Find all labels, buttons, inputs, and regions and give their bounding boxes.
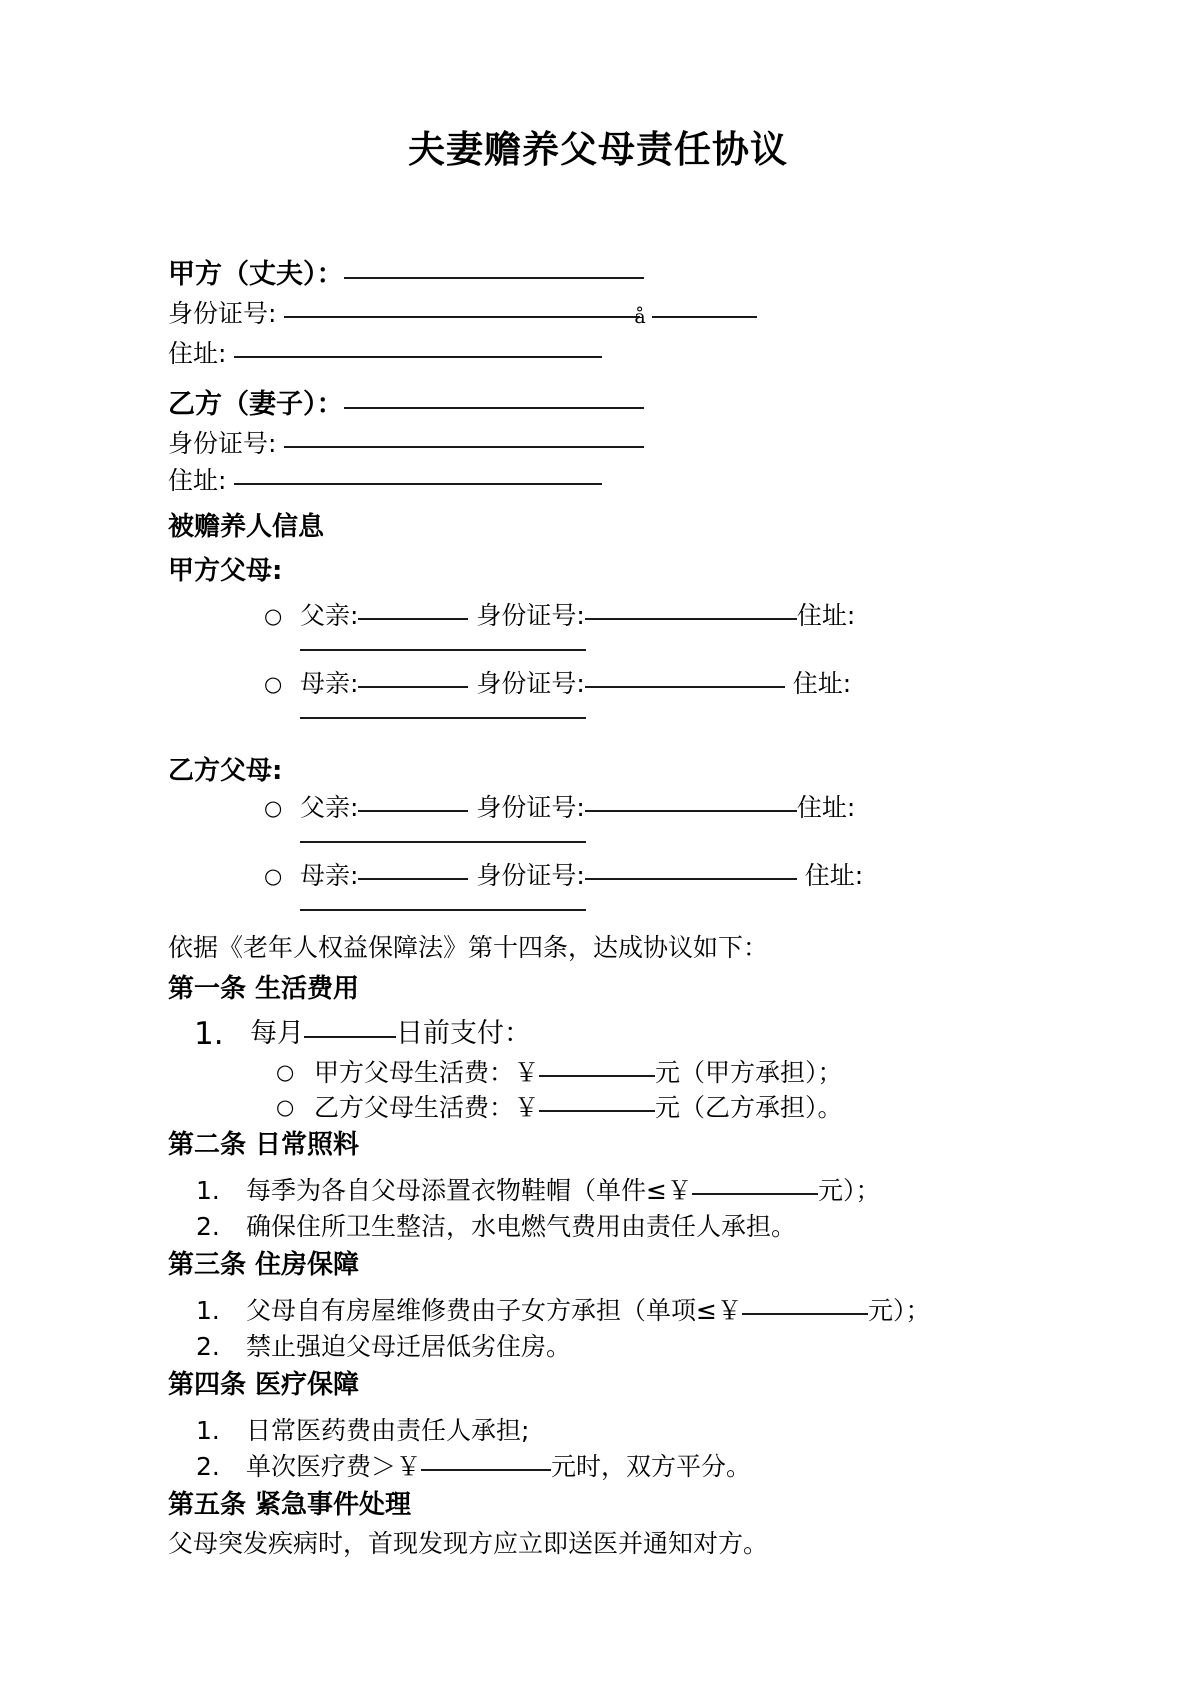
spacer xyxy=(168,735,1028,751)
item-number: 1. xyxy=(196,1296,220,1326)
medical-threshold-blank[interactable] xyxy=(421,1469,551,1471)
spacer xyxy=(168,1165,1028,1173)
article-4-item-1 xyxy=(168,1413,1028,1449)
article-4-item-2 xyxy=(168,1449,1028,1485)
father-label: 父亲: xyxy=(300,601,359,631)
article-2-heading: 第二条 日常照料 xyxy=(168,1130,360,1161)
spacer xyxy=(168,591,1028,599)
article-1-heading: 第一条 生活费用 xyxy=(168,974,360,1005)
spacer xyxy=(168,499,1028,507)
article-3-item-1 xyxy=(168,1293,1028,1329)
subitem-text-after: 元（乙方承担）。 xyxy=(655,1093,843,1123)
page-title: 夫妻赡养父母责任协议 xyxy=(408,128,788,171)
mother-address-blank[interactable] xyxy=(300,717,586,719)
id-label: 身份证号: xyxy=(476,601,585,631)
item-text-before: 每季为各自父母添置衣物鞋帽（单件≤￥ xyxy=(246,1176,692,1206)
subitem-text-before: 乙方父母生活费：￥ xyxy=(314,1093,540,1123)
mother-address-blank[interactable] xyxy=(300,909,586,911)
item-text-after: 日前支付： xyxy=(396,1018,531,1050)
article-2-item-2 xyxy=(168,1209,1028,1245)
supported-persons-heading: 被赡养人信息 xyxy=(168,512,325,543)
repair-cap-blank[interactable] xyxy=(742,1313,868,1315)
address-label: 住址: xyxy=(796,601,856,631)
circle-bullet-icon: ○ xyxy=(264,672,283,697)
article-5-body: 父母突发疾病时，首现发现方应立即送医并通知对方。 xyxy=(168,1529,769,1559)
parent-row-a-father xyxy=(168,599,1028,633)
party-a-parents-heading: 甲方父母: xyxy=(168,556,283,587)
parties-section xyxy=(168,254,1028,499)
article-5-heading: 第五条 紧急事件处理 xyxy=(168,1490,412,1521)
spacer xyxy=(168,1285,1028,1293)
circle-bullet-icon: ○ xyxy=(276,1060,295,1085)
circle-bullet-icon: ○ xyxy=(276,1095,295,1120)
item-text: 日常医药费由责任人承担; xyxy=(246,1416,530,1446)
item-text: 禁止强迫父母迁居低劣住房。 xyxy=(246,1332,572,1362)
item-text-before: 单次医疗费＞￥ xyxy=(246,1452,422,1482)
parent-row-b-father-address-cont xyxy=(168,825,1028,859)
party-b-id-row xyxy=(168,425,1028,462)
parent-row-b-mother-address-cont xyxy=(168,893,1028,927)
item-text: 确保住所卫生整洁，水电燃气费用由责任人承担。 xyxy=(246,1212,797,1242)
parent-row-a-mother xyxy=(168,667,1028,701)
item-text-after: 元）； xyxy=(867,1296,931,1326)
mother-id-blank[interactable] xyxy=(585,686,785,688)
article-2-item-1 xyxy=(168,1173,1028,1209)
circle-bullet-icon: ○ xyxy=(264,796,283,821)
subitem-text-before: 甲方父母生活费：￥ xyxy=(314,1058,540,1088)
party-a-id-blank-left[interactable] xyxy=(284,316,640,318)
document-content xyxy=(168,0,1028,1563)
item-number: 1. xyxy=(196,1416,220,1446)
id-label: 身份证号: xyxy=(476,669,585,699)
party-b-name-blank[interactable] xyxy=(344,407,644,409)
article-1-item-1 xyxy=(168,1013,1028,1055)
father-id-blank[interactable] xyxy=(585,810,797,812)
article-1-subitem-2 xyxy=(168,1090,1028,1125)
mother-label: 母亲: xyxy=(300,669,359,699)
party-a-id-label: 身份证号: xyxy=(168,299,277,329)
article-4-heading: 第四条 医疗保障 xyxy=(168,1370,360,1401)
party-b-row xyxy=(168,384,1028,425)
father-name-blank[interactable] xyxy=(358,618,468,620)
circle-bullet-icon: ○ xyxy=(264,864,283,889)
father-address-blank[interactable] xyxy=(300,841,586,843)
article-1-subitem-1 xyxy=(168,1055,1028,1090)
party-b-address-label: 住址: xyxy=(168,466,227,496)
party-b-address-row xyxy=(168,462,1028,499)
father-address-blank[interactable] xyxy=(300,649,586,651)
party-b-id-label: 身份证号: xyxy=(168,429,277,459)
address-label: 住址: xyxy=(804,861,864,891)
party-a-row xyxy=(168,254,1028,295)
item-number: 1. xyxy=(194,1016,224,1053)
parent-row-b-mother xyxy=(168,859,1028,893)
payment-day-blank[interactable] xyxy=(304,1036,396,1038)
party-a-living-cost-blank[interactable] xyxy=(539,1075,655,1077)
party-a-address-blank[interactable] xyxy=(234,356,602,358)
clothing-cap-blank[interactable] xyxy=(692,1193,818,1195)
party-b-label: 乙方（妻子）： xyxy=(168,389,344,421)
article-3-item-2 xyxy=(168,1329,1028,1365)
item-number: 2. xyxy=(196,1332,220,1362)
party-a-id-blank-right[interactable] xyxy=(652,316,757,318)
mother-label: 母亲: xyxy=(300,861,359,891)
party-b-living-cost-blank[interactable] xyxy=(539,1110,655,1112)
address-label: 住址: xyxy=(796,793,856,823)
mother-id-blank[interactable] xyxy=(585,878,797,880)
id-label: 身份证号: xyxy=(476,793,585,823)
address-label: 住址: xyxy=(792,669,852,699)
party-a-id-row xyxy=(168,295,1028,335)
parent-row-b-father xyxy=(168,791,1028,825)
mother-name-blank[interactable] xyxy=(358,686,468,688)
circle-bullet-icon: ○ xyxy=(264,604,283,629)
father-name-blank[interactable] xyxy=(358,810,468,812)
father-label: 父亲: xyxy=(300,793,359,823)
item-text-before: 每月 xyxy=(250,1018,304,1050)
mother-name-blank[interactable] xyxy=(358,878,468,880)
id-label: 身份证号: xyxy=(476,861,585,891)
item-number: 2. xyxy=(196,1212,220,1242)
item-text-after: 元时，双方平分。 xyxy=(551,1452,752,1482)
spacer xyxy=(168,372,1028,384)
item-number: 1. xyxy=(196,1176,220,1206)
party-b-address-blank[interactable] xyxy=(234,483,602,485)
spacer xyxy=(168,1405,1028,1413)
legal-basis-line: 依据《老年人权益保障法》第十四条，达成协议如下： xyxy=(168,933,769,963)
father-id-blank[interactable] xyxy=(585,618,797,620)
party-b-parents-heading: 乙方父母: xyxy=(168,756,283,787)
parent-row-a-father-address-cont xyxy=(168,633,1028,667)
item-text-after: 元）； xyxy=(817,1176,881,1206)
parent-row-a-mother-address-cont xyxy=(168,701,1028,735)
stray-glyph: å xyxy=(634,306,646,329)
party-a-address-row xyxy=(168,335,1028,372)
party-a-name-blank[interactable] xyxy=(344,277,644,279)
party-a-label: 甲方（丈夫）： xyxy=(168,259,344,291)
item-text-before: 父母自有房屋维修费由子女方承担（单项≤￥ xyxy=(246,1296,742,1326)
subitem-text-after: 元（甲方承担）； xyxy=(655,1058,843,1088)
item-number: 2. xyxy=(196,1452,220,1482)
party-b-id-blank[interactable] xyxy=(284,446,644,448)
party-a-address-label: 住址: xyxy=(168,339,227,369)
article-3-heading: 第三条 住房保障 xyxy=(168,1250,360,1281)
